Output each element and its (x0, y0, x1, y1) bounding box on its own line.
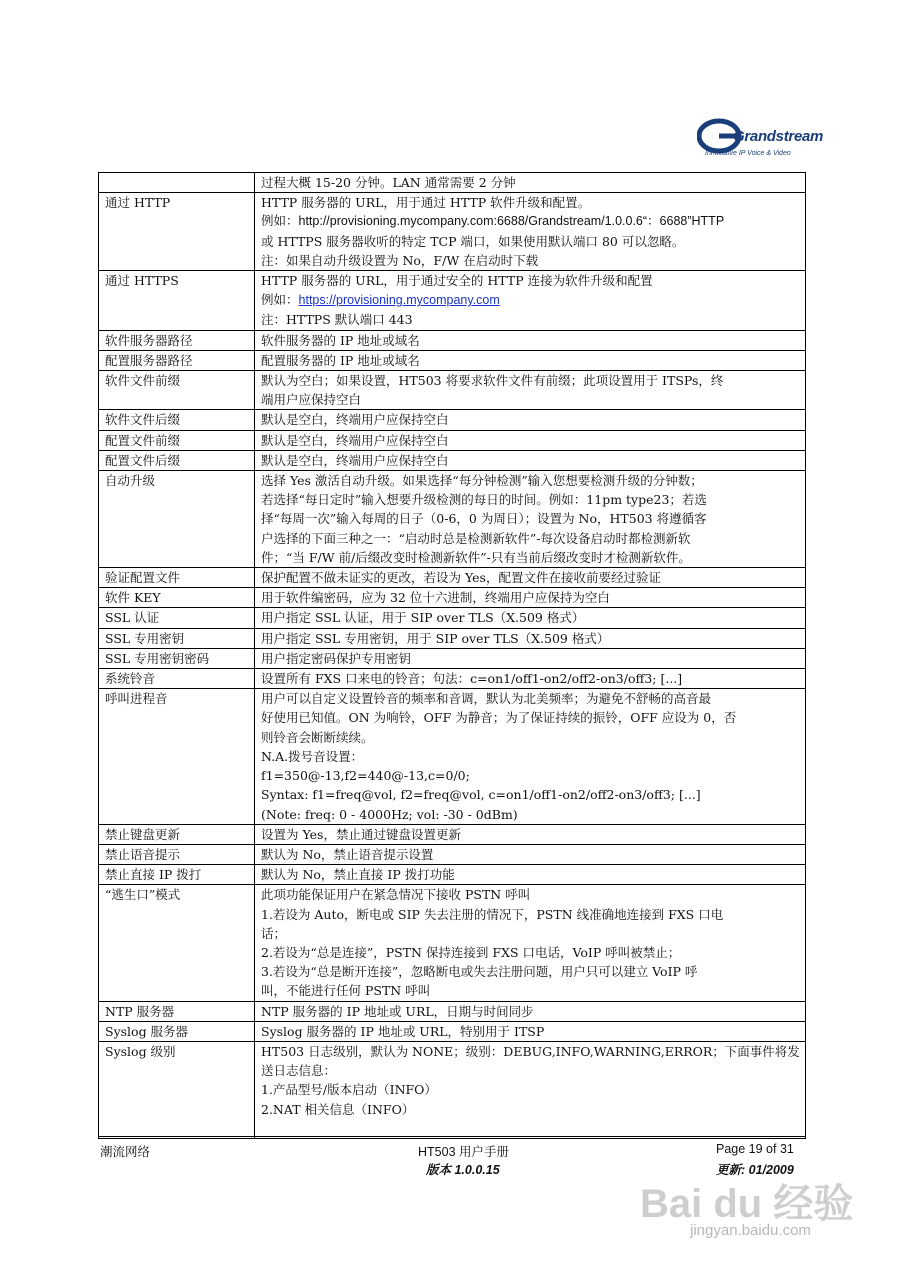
table-row (99, 689, 806, 824)
description-line: 例如：http://provisioning.mycompany.com:6688/Grandstream/1.0.0.6“：6688”HTTP (261, 214, 725, 229)
setting-name: 自动升级 (99, 471, 255, 568)
description-line: HTTP 服务器的 URL，用于通过安全的 HTTP 连接为软件升级和配置 (261, 273, 653, 289)
description-line: 默认为 No，禁止直接 IP 拨打功能 (261, 867, 455, 883)
table-row (99, 371, 806, 410)
description-line: f1=350@-13,f2=440@-13,c=0/0; (261, 768, 470, 784)
description-line: 默认为 No，禁止语音提示设置 (261, 846, 434, 862)
description-line: 注：如果自动升级设置为 No，F/W 在启动时下载 (261, 252, 539, 268)
setting-name: 系统铃音 (99, 669, 255, 689)
setting-name: 禁止直接 IP 拨打 (99, 865, 255, 885)
setting-description (255, 689, 806, 824)
table-row (99, 844, 806, 864)
description-line: (Note: freq: 0 - 4000Hz; vol: -30 - 0dBm) (261, 806, 518, 822)
table-row (99, 648, 806, 668)
setting-description (255, 173, 806, 193)
description-line: 用于软件编密码，应为 32 位十六进制，终端用户应保持为空白 (261, 590, 610, 606)
footer-manual-title: HT503 用户手册 (418, 1145, 509, 1159)
https-example-link[interactable]: https://provisioning.mycompany.com (298, 293, 500, 308)
description-line: 送日志信息： (261, 1063, 337, 1079)
setting-description (255, 330, 806, 350)
table-row (99, 410, 806, 430)
setting-description (255, 1041, 806, 1138)
setting-description (255, 1021, 806, 1041)
setting-name: NTP 服务器 (99, 1001, 255, 1021)
setting-description (255, 885, 806, 1001)
description-line: 2.NAT 相关信息（INFO） (261, 1101, 415, 1117)
description-line: NTP 服务器的 IP 地址或 URL，日期与时间同步 (261, 1003, 534, 1019)
setting-name: “逃生口”模式 (99, 885, 255, 1001)
description-line: 或 HTTPS 服务器收听的特定 TCP 端口，如果使用默认端口 80 可以忽略。 (261, 233, 685, 249)
table-row (99, 628, 806, 648)
description-line: 注：HTTPS 默认端口 443 (261, 312, 413, 328)
table-row (99, 885, 806, 1001)
setting-description (255, 271, 806, 331)
setting-name: 软件文件前缀 (99, 371, 255, 410)
logo-tagline: Innovative IP Voice & Video (705, 150, 791, 157)
description-line: 好使用已知值。ON 为响铃，OFF 为静音；为了保证持续的振铃，OFF 应设为 0，否 (261, 710, 737, 726)
table-row (99, 450, 806, 470)
table-row (99, 1021, 806, 1041)
description-line: 选择 Yes 激活自动升级。如果选择“每分钟检测”输入您想要检测升级的分钟数； (261, 473, 703, 489)
description-line: 3.若设为“总是断开连接”，忽略断电或失去注册问题，用户只可以建立 VoIP 呼 (261, 964, 698, 980)
footer-company: 潮流网络 (100, 1144, 151, 1159)
setting-name: 呼叫进程音 (99, 689, 255, 824)
table-row (99, 350, 806, 370)
table-row (99, 608, 806, 628)
description-line: 配置服务器的 IP 地址或域名 (261, 352, 420, 368)
description-line: Syslog 服务器的 IP 地址或 URL，特别用于 ITSP (261, 1023, 545, 1039)
footer-page-number: Page 19 of 31 (716, 1142, 794, 1156)
setting-name: SSL 认证 (99, 608, 255, 628)
table-row (99, 271, 806, 331)
setting-name: 通过 HTTPS (99, 271, 255, 331)
setting-description (255, 471, 806, 568)
setting-name: 配置文件前缀 (99, 430, 255, 450)
description-line: 1.若设为 Auto，断电或 SIP 失去注册的情况下，PSTN 线准确地连接到 FXS 口电 (261, 906, 724, 922)
description-line: 例如：https://provisioning.mycompany.com (261, 292, 500, 308)
description-line: 设置为 Yes，禁止通过键盘设置更新 (261, 826, 461, 842)
table-row (99, 430, 806, 450)
settings-table (98, 172, 806, 1139)
description-line: 用户指定密码保护专用密钥 (261, 650, 412, 666)
setting-description (255, 568, 806, 588)
table-row (99, 330, 806, 350)
description-line: 默认是空白，终端用户应保持空白 (261, 412, 449, 428)
description-line: 话； (261, 925, 287, 941)
table-row (99, 1001, 806, 1021)
table-row (99, 568, 806, 588)
description-line: 默认是空白，终端用户应保持空白 (261, 432, 449, 448)
setting-name: 配置服务器路径 (99, 350, 255, 370)
description-line: 设置所有 FXS 口来电的铃音；句法：c=on1/off1-on2/off2-on3/off3; [...] (261, 671, 683, 687)
table-row (99, 193, 806, 271)
setting-name: 软件服务器路径 (99, 330, 255, 350)
setting-name: Syslog 服务器 (99, 1021, 255, 1041)
description-line: 保护配置不做未证实的更改，若设为 Yes，配置文件在接收前要经过验证 (261, 570, 661, 586)
setting-description (255, 450, 806, 470)
setting-description (255, 865, 806, 885)
setting-name: 软件文件后缀 (99, 410, 255, 430)
footer-version: 版本 1.0.0.15 (426, 1163, 500, 1177)
table-row (99, 173, 806, 193)
setting-name: SSL 专用密钥密码 (99, 648, 255, 668)
setting-name: 软件 KEY (99, 588, 255, 608)
footer-updated: 更新: 01/2009 (716, 1163, 794, 1177)
setting-name: 禁止语音提示 (99, 844, 255, 864)
setting-name: Syslog 级别 (99, 1041, 255, 1138)
setting-description (255, 844, 806, 864)
description-line: 叫，不能进行任何 PSTN 呼叫 (261, 983, 431, 999)
description-line: N.A.拨号音设置： (261, 748, 364, 764)
setting-name: 通过 HTTP (99, 193, 255, 271)
description-line: HTTP 服务器的 URL，用于通过 HTTP 软件升级和配置。 (261, 195, 591, 211)
grandstream-logo (697, 110, 824, 166)
setting-name: 禁止键盘更新 (99, 824, 255, 844)
table-row (99, 824, 806, 844)
description-line: 户选择的下面三种之一：“启动时总是检测新软件”-每次设备启动时都检测新软 (261, 530, 691, 546)
footer-divider (98, 1136, 806, 1137)
description-line: 2.若设为“总是连接”，PSTN 保持连接到 FXS 口电话，VoIP 呼叫被禁止； (261, 944, 681, 960)
setting-description (255, 588, 806, 608)
watermark-brand: Bai du 经验 (640, 1182, 854, 1226)
description-line: 默认为空白；如果设置，HT503 将要求软件文件有前缀；此项设置用于 ITSPs，终 (261, 373, 724, 389)
description-line: 此项功能保证用户在紧急情况下接收 PSTN 呼叫 (261, 887, 531, 903)
setting-name: 配置文件后缀 (99, 450, 255, 470)
setting-description (255, 350, 806, 370)
description-line: Syntax: f1=freq@vol, f2=freq@vol, c=on1/off1-on2/off2-on3/off3; [...] (261, 787, 701, 803)
description-line: 若选择“每日定时”输入想要升级检测的每日的时间。例如：11pm type23；若选 (261, 492, 707, 508)
description-line: 默认是空白，终端用户应保持空白 (261, 452, 449, 468)
setting-description (255, 1001, 806, 1021)
setting-description (255, 371, 806, 410)
setting-name: 验证配置文件 (99, 568, 255, 588)
logo-text: Grandstream (733, 128, 824, 145)
setting-description (255, 608, 806, 628)
description-line: 用户可以自定义设置铃音的频率和音调，默认为北美频率；为避免不舒畅的高音最 (261, 691, 712, 707)
table-row (99, 865, 806, 885)
description-line: HT503 日志级别，默认为 NONE；级别：DEBUG,INFO,WARNING,ERROR；下面事件将发 (261, 1043, 800, 1059)
setting-name (99, 173, 255, 193)
description-line: 端用户应保持空白 (261, 392, 362, 408)
description-line: 用户指定 SSL 专用密钥，用于 SIP over TLS（X.509 格式） (261, 630, 610, 646)
description-line: 1.产品型号/版本启动（INFO） (261, 1082, 437, 1098)
setting-description (255, 824, 806, 844)
setting-description (255, 628, 806, 648)
description-line: 过程大概 15-20 分钟。LAN 通常需要 2 分钟 (261, 175, 516, 190)
setting-description (255, 410, 806, 430)
table-row (99, 588, 806, 608)
description-line: 则铃音会断断续续。 (261, 729, 374, 745)
description-line: 件；“当 F/W 前/后缀改变时检测新软件”-只有当前后缀改变时才检测新软件。 (261, 549, 691, 565)
setting-description (255, 193, 806, 271)
description-line: 用户指定 SSL 认证，用于 SIP over TLS（X.509 格式） (261, 610, 585, 626)
description-line: 软件服务器的 IP 地址或域名 (261, 332, 420, 348)
table-row (99, 1041, 806, 1138)
setting-name: SSL 专用密钥 (99, 628, 255, 648)
setting-description (255, 669, 806, 689)
description-line: 择“每周一次”输入每周的日子（0-6，0 为周日）；设置为 No，HT503 将遵循客 (261, 511, 707, 527)
setting-description (255, 648, 806, 668)
setting-description (255, 430, 806, 450)
table-row (99, 471, 806, 568)
watermark-url: jingyan.baidu.com (690, 1222, 811, 1239)
table-row (99, 669, 806, 689)
